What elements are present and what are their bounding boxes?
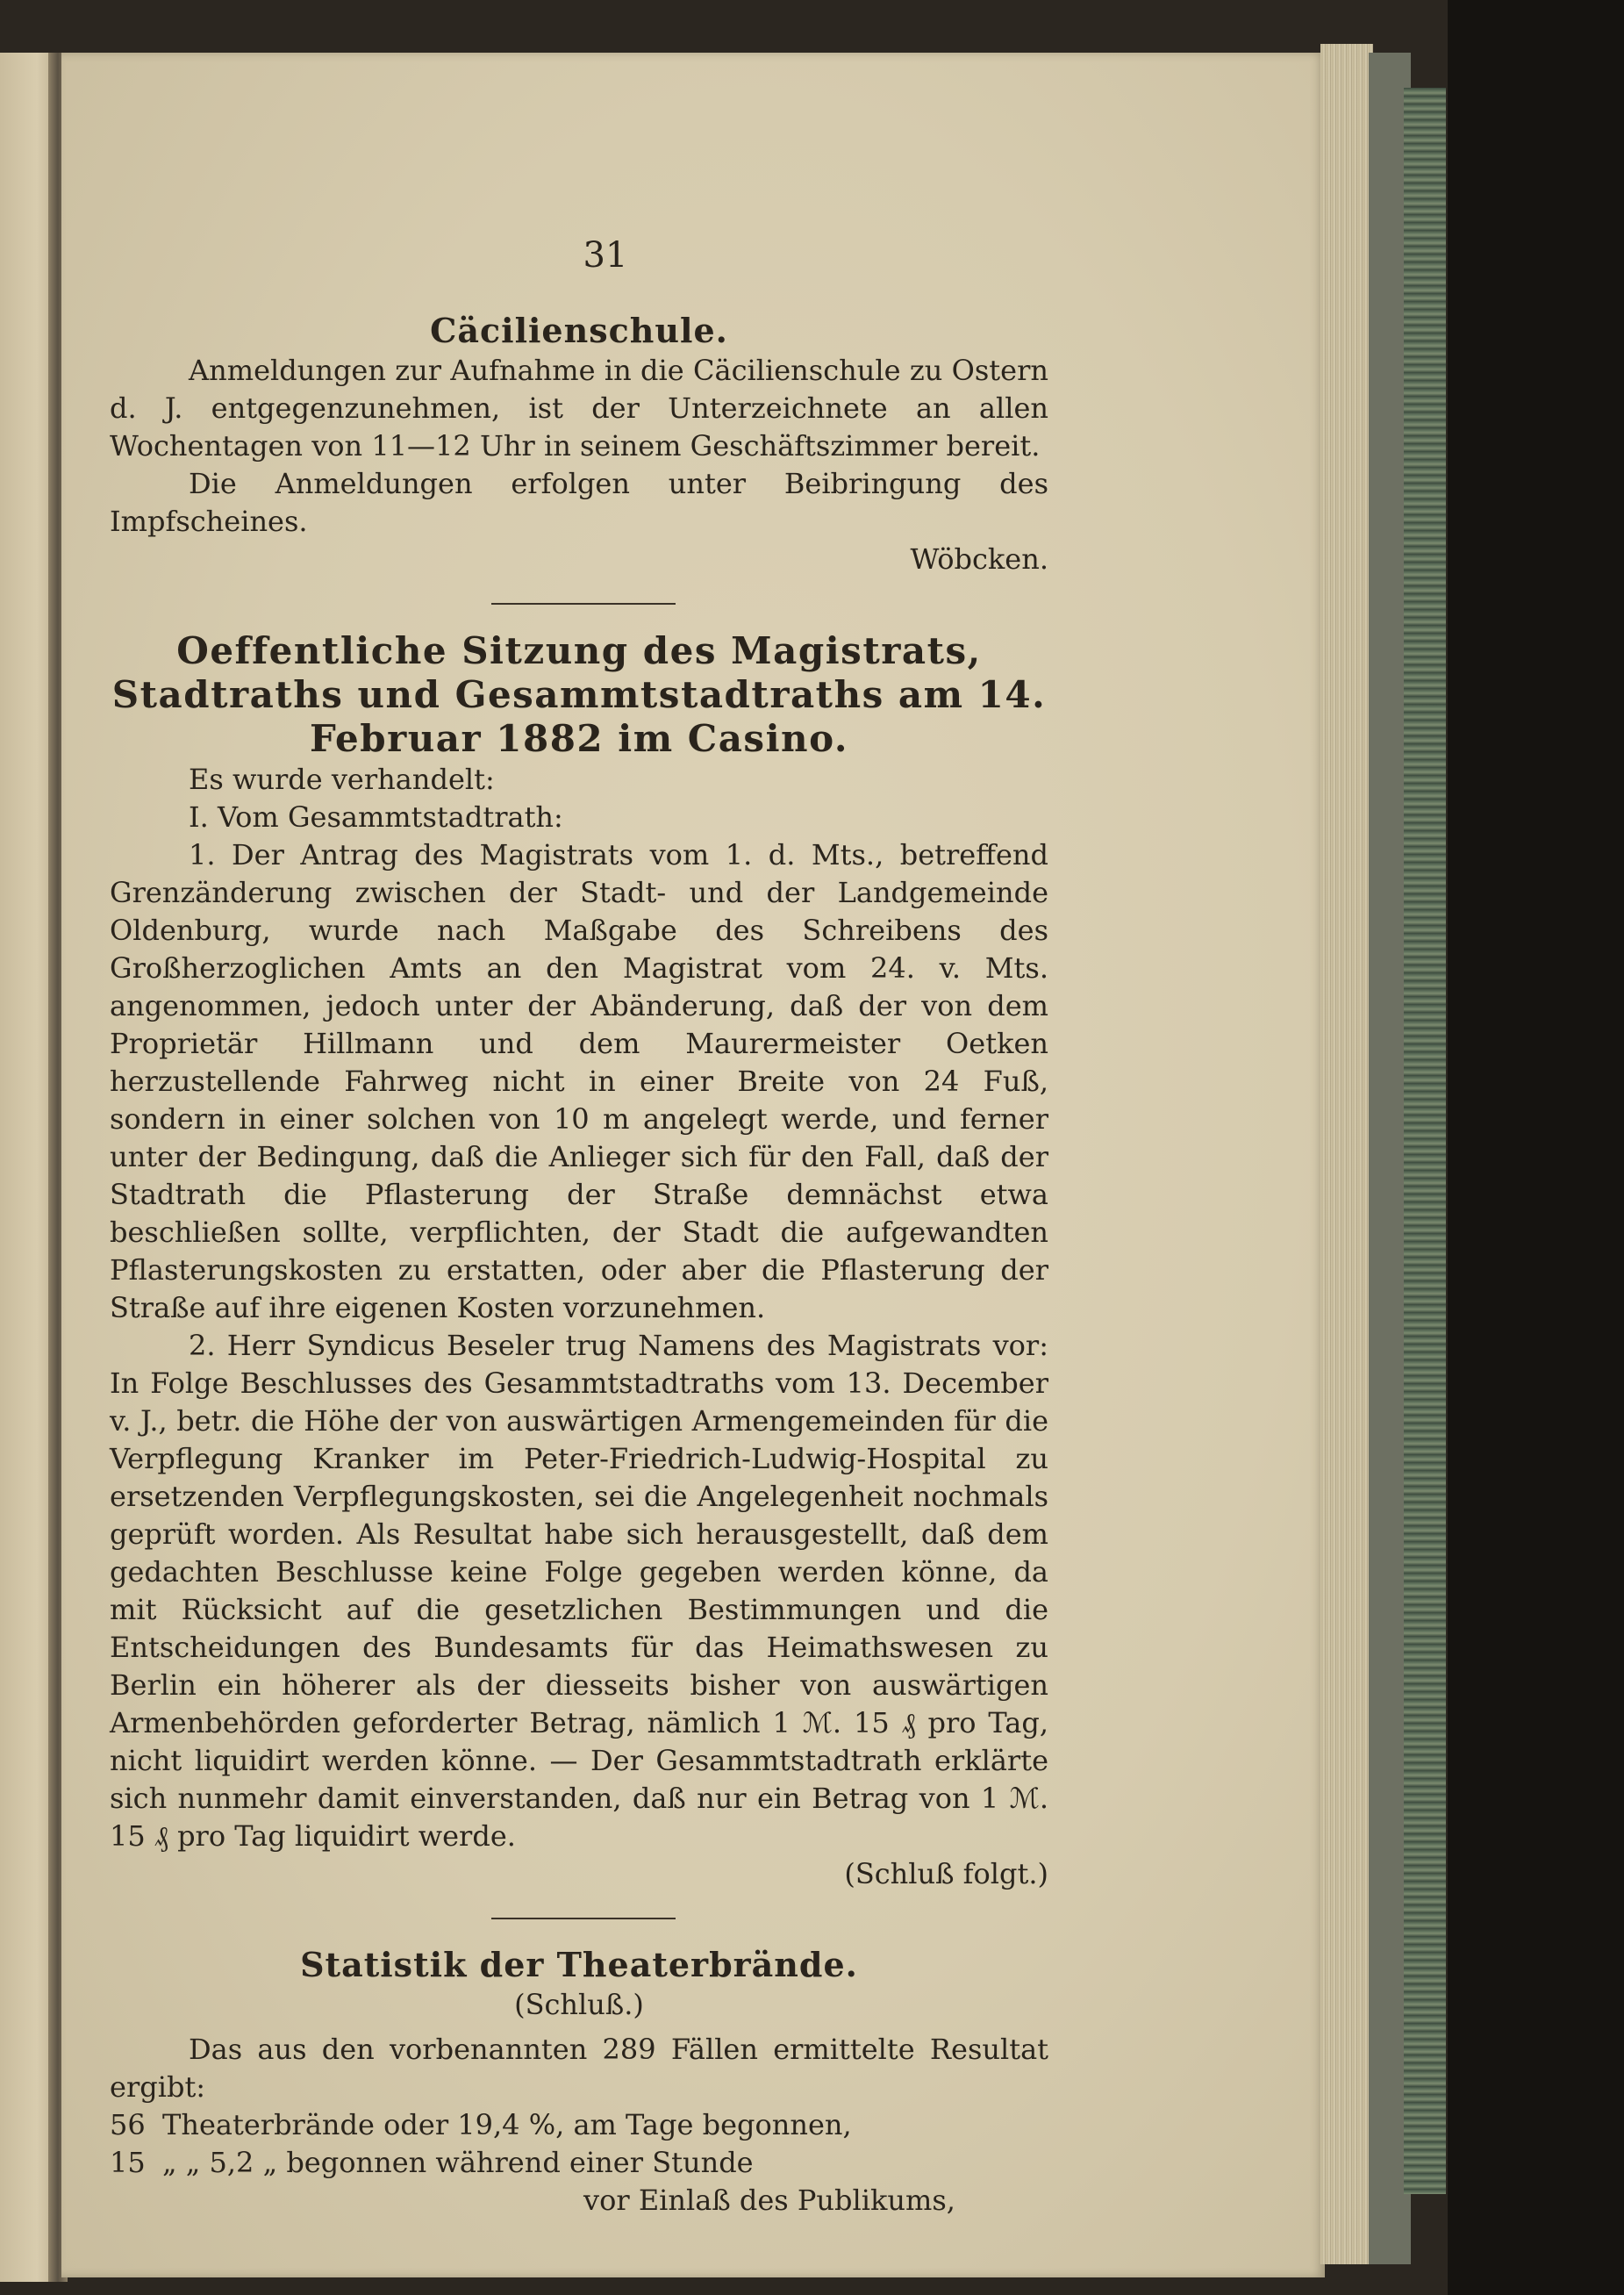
section-title-sitzung: Oeffentliche Sitzung des Magistrats, Stadtraths und Gesammtstadtraths am 14. Februar 1882 im Casino. bbox=[111, 629, 1047, 760]
page-number: 31 bbox=[583, 235, 628, 276]
agenda-item-2: 2. Herr Syndicus Beseler trug Namens des Magistrats vor: In Folge Beschlusses des Gesammtstadtraths vom 13. December v. J., betr. die Höhe der von auswärtigen Armengemeinden für die Verpflegung Kranker im Peter-Friedrich-Ludwig-Hospital zu ersetzenden Verpflegungskosten, sei die Angelegenheit nochmals geprüft worden. Als Resultat habe sich herausgestellt, daß dem gedachten Beschlusse keine Folge gegeben werden könne, da mit Rücksicht auf die gesetzlichen Bestimmungen und die Entscheidungen des Bundesamts für das Heimathswesen zu Berlin ein höherer als der diesseits bisher von auswärtigen Armenbehörden geforderter Betrag, nämlich 1 ℳ. 15 ₰ pro Tag, nicht liquidirt werden könne. — Der Gesammtstadtrath erklärte sich nunmehr damit einverstanden, daß nur ein Betrag von 1 ℳ. 15 ₰ pro Tag liquidirt werde. bbox=[110, 1329, 1048, 1853]
stat-count: 15 bbox=[110, 2146, 146, 2179]
book-spine bbox=[1404, 88, 1446, 2194]
paragraph-registration-note: Die Anmeldungen erfolgen unter Beibringung des Impfscheines. bbox=[110, 467, 1048, 538]
stat-row bbox=[110, 2106, 1048, 2144]
page-content bbox=[110, 237, 1048, 2220]
stat-description: „ „ 5,2 „ begonnen während einer Stunde bbox=[162, 2146, 754, 2179]
page-stack-edge bbox=[1320, 44, 1373, 2264]
section-title-statistik: Statistik der Theaterbrände. bbox=[300, 1945, 858, 1984]
paragraph-intro: Es wurde verhandelt: bbox=[189, 763, 495, 796]
section-title-caecilienschule: Cäcilienschule. bbox=[430, 311, 728, 350]
section-divider bbox=[491, 1918, 676, 1919]
subheading-gesammtstadtrath: I. Vom Gesammtstadtrath: bbox=[189, 800, 563, 834]
stat-description: Theaterbrände oder 19,4 %, am Tage begonnen, bbox=[162, 2108, 852, 2141]
continued-note: (Schluß folgt.) bbox=[844, 1857, 1048, 1890]
paragraph-statistics: Das aus den vorbenannten 289 Fällen ermittelte Resultat ergibt: bbox=[110, 2033, 1048, 2104]
stat-count: 56 bbox=[110, 2108, 146, 2141]
paragraph-registration: Anmeldungen zur Aufnahme in die Cäcilienschule zu Ostern d. J. entgegenzunehmen, ist der Unterzeichnete an allen Wochentagen von 11—12 Uhr in seinem Geschäftszimmer bereit. bbox=[110, 354, 1048, 463]
stat-continuation: vor Einlaß des Publikums, bbox=[583, 2184, 955, 2217]
stat-row bbox=[110, 2144, 1048, 2182]
section-subtitle: (Schluß.) bbox=[514, 1988, 644, 2021]
scan-background bbox=[1448, 0, 1624, 2295]
agenda-item-1: 1. Der Antrag des Magistrats vom 1. d. Mts., betreffend Grenzänderung zwischen der Stadt- und der Landgemeinde Oldenburg, wurde nach Maßgabe des Schreibens des Großherzoglichen Amts an den Magistrat vom 24. v. Mts. angenommen, jedoch unter der Abänderung, daß der von dem Proprietär Hillmann und dem Maurermeister Oetken herzustellende Fahrweg nicht in einer Breite von 24 Fuß, sondern in einer solchen von 10 m angelegt werde, und ferner unter der Bedingung, daß die Anlieger sich für den Fall, daß der Stadtrath die Pflasterung der Straße demnächst etwa beschließen sollte, verpflichten, der Stadt die aufgewandten Pflasterungskosten zu erstatten, oder aber die Pflasterung der Straße auf ihre eigenen Kosten vorzunehmen. bbox=[110, 838, 1048, 1324]
signature: Wöbcken. bbox=[910, 542, 1048, 576]
section-divider bbox=[491, 603, 676, 605]
